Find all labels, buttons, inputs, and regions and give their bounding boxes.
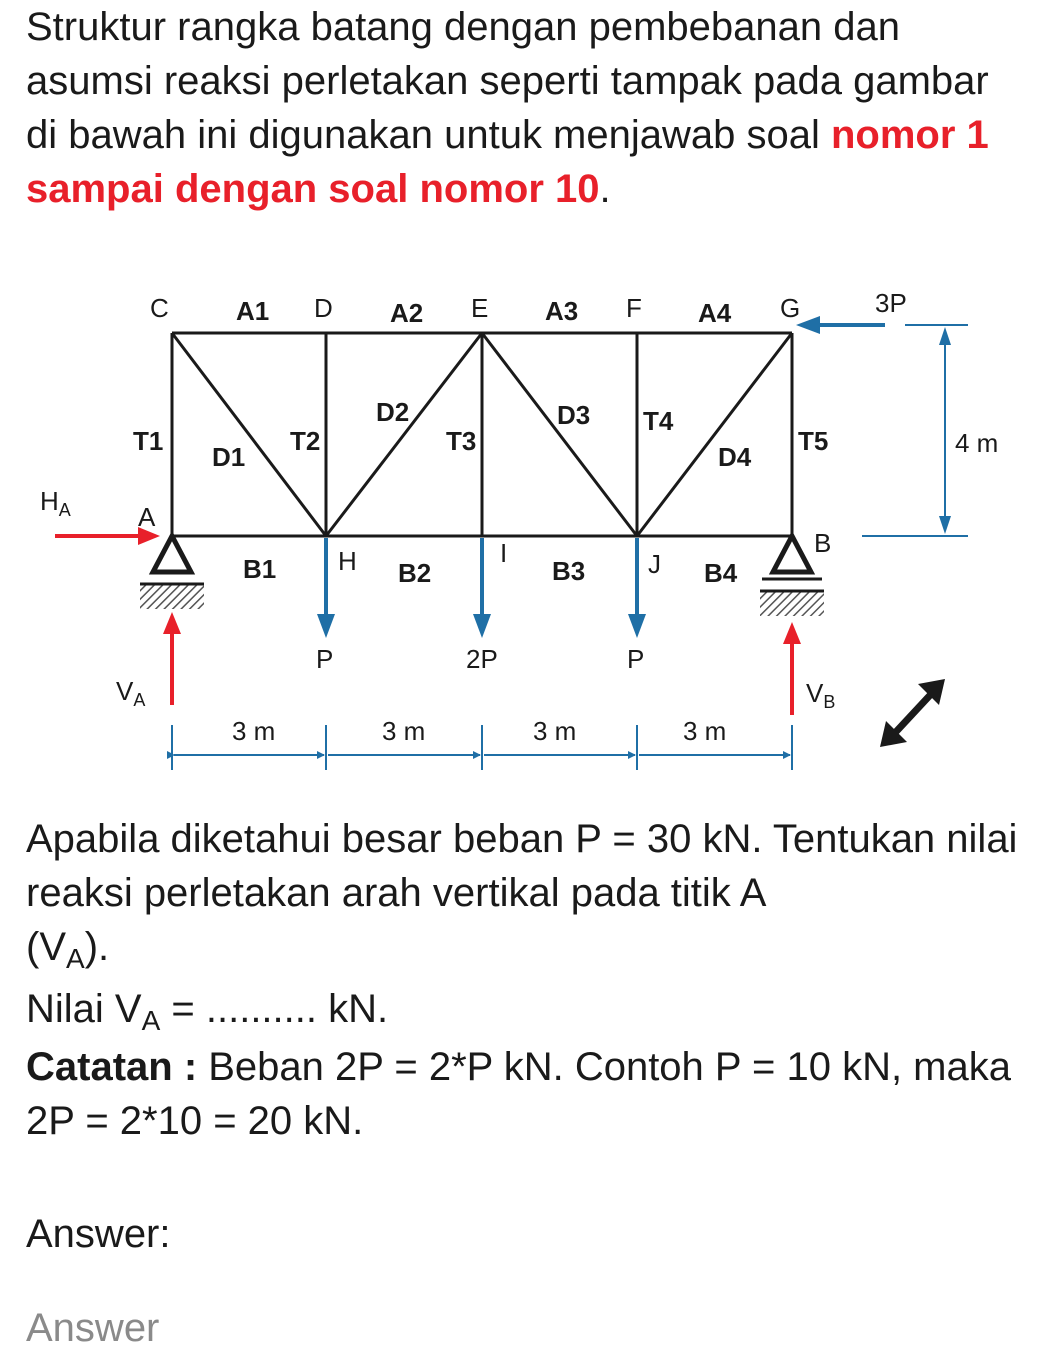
span-label-4: 3 m bbox=[683, 716, 727, 746]
node-g: G bbox=[780, 293, 801, 323]
answer-label: Answer: bbox=[26, 1212, 171, 1256]
catatan-label: Catatan : bbox=[26, 1045, 198, 1089]
nilai-line: Nilai $V_A$ = .......... kN. bbox=[26, 987, 389, 1036]
question-va: $(V_A)$. bbox=[26, 925, 110, 974]
member-a4: A4 bbox=[698, 298, 732, 328]
vb-label: $V_B$ bbox=[806, 678, 836, 712]
intro-text bbox=[26, 0, 1026, 216]
member-a3: A3 bbox=[545, 296, 579, 326]
va-arrowhead bbox=[163, 612, 181, 634]
member-b1: B1 bbox=[243, 554, 277, 584]
load-j-label: P bbox=[627, 644, 645, 674]
diagonal-expand-arrows-icon[interactable] bbox=[880, 679, 945, 747]
ha-label: $H_A$ bbox=[40, 486, 71, 520]
member-d3: D3 bbox=[557, 400, 591, 430]
catatan-note bbox=[26, 1040, 1026, 1148]
node-h: H bbox=[338, 546, 357, 576]
member-d1: D1 bbox=[212, 442, 246, 472]
height-label: 4 m bbox=[955, 428, 999, 458]
node-i: I bbox=[500, 538, 508, 568]
member-t3: T3 bbox=[446, 426, 477, 456]
question-line: Apabila diketahui besar beban P = 30 kN. Tentukan nilai reaksi perletakan arah vertikal pada titik A bbox=[26, 817, 1018, 915]
load-h-label: P bbox=[316, 644, 334, 674]
member-a1: A1 bbox=[236, 296, 270, 326]
intro-highlight: nomor 1 sampai dengan soal nomor 10 bbox=[26, 113, 989, 211]
member-t4: T4 bbox=[643, 406, 674, 436]
va-label: $V_A$ bbox=[116, 676, 146, 710]
diagram-labels bbox=[40, 288, 998, 746]
span-label-2: 3 m bbox=[382, 716, 426, 746]
member-t1: T1 bbox=[133, 426, 164, 456]
node-a: A bbox=[138, 502, 156, 532]
intro-period: . bbox=[599, 167, 611, 211]
question-text bbox=[26, 812, 1026, 974]
support-a bbox=[140, 536, 204, 609]
truss-members bbox=[172, 333, 792, 536]
span-label-1: 3 m bbox=[232, 716, 276, 746]
member-t5: T5 bbox=[798, 426, 829, 456]
node-f: F bbox=[626, 293, 642, 323]
node-b: B bbox=[814, 528, 832, 558]
node-j: J bbox=[648, 549, 661, 579]
truss-diagram bbox=[0, 280, 1050, 780]
node-e: E bbox=[471, 293, 489, 323]
node-d: D bbox=[314, 293, 333, 323]
vb-arrowhead bbox=[783, 622, 801, 644]
height-dimension bbox=[862, 325, 968, 536]
load-i-label: 2P bbox=[466, 644, 498, 674]
span-label-3: 3 m bbox=[533, 716, 577, 746]
intro-plain: Struktur rangka batang dengan pembebanan dan asumsi reaksi perletakan seperti tampak pada gambar di bawah ini digunakan untuk menjawab soal bbox=[26, 5, 989, 157]
member-b2: B2 bbox=[398, 558, 432, 588]
member-b3: B3 bbox=[552, 556, 586, 586]
member-b4: B4 bbox=[704, 558, 738, 588]
member-d2: D2 bbox=[376, 397, 410, 427]
diagonal-d3 bbox=[482, 333, 637, 536]
answer-input[interactable] bbox=[26, 1300, 926, 1356]
catatan-text: Beban 2P = 2*P kN. Contoh P = 10 kN, maka 2P = 2*10 = 20 kN. bbox=[26, 1045, 1011, 1143]
member-t2: T2 bbox=[290, 426, 321, 456]
node-c: C bbox=[150, 293, 169, 323]
load-g-label: 3P bbox=[875, 288, 907, 318]
member-d4: D4 bbox=[718, 442, 752, 472]
member-a2: A2 bbox=[390, 298, 424, 328]
